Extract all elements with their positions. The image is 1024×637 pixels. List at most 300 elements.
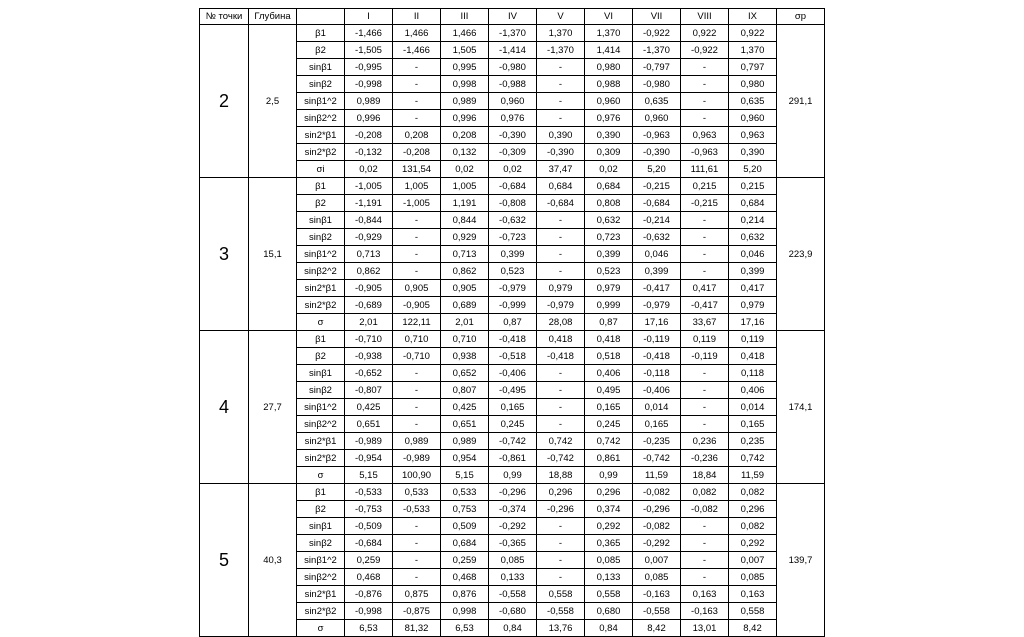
value-cell: 0,976 bbox=[585, 110, 633, 127]
value-cell: -0,163 bbox=[681, 603, 729, 620]
value-cell: -0,558 bbox=[633, 603, 681, 620]
value-cell: - bbox=[537, 416, 585, 433]
value-cell: 13,01 bbox=[681, 620, 729, 637]
value-cell: - bbox=[393, 212, 441, 229]
value-cell: -0,905 bbox=[393, 297, 441, 314]
value-cell: 0,406 bbox=[585, 365, 633, 382]
value-cell: 0,632 bbox=[729, 229, 777, 246]
value-cell: 0,742 bbox=[537, 433, 585, 450]
value-cell: 0,133 bbox=[489, 569, 537, 586]
value-cell: 0,742 bbox=[729, 450, 777, 467]
header-param bbox=[297, 9, 345, 25]
value-cell: -0,418 bbox=[489, 331, 537, 348]
sigma-p-value: 291,1 bbox=[777, 25, 825, 178]
param-label: sin2*β2 bbox=[297, 450, 345, 467]
value-cell: 1,505 bbox=[441, 42, 489, 59]
value-cell: -0,417 bbox=[681, 297, 729, 314]
value-cell: -0,979 bbox=[489, 280, 537, 297]
value-cell: 0,976 bbox=[489, 110, 537, 127]
param-label: sinβ2 bbox=[297, 382, 345, 399]
value-cell: - bbox=[393, 229, 441, 246]
param-label: sinβ2^2 bbox=[297, 416, 345, 433]
value-cell: 0,165 bbox=[489, 399, 537, 416]
value-cell: -0,418 bbox=[633, 348, 681, 365]
value-cell: 0,085 bbox=[585, 552, 633, 569]
value-cell: -1,466 bbox=[345, 25, 393, 42]
value-cell: -0,861 bbox=[489, 450, 537, 467]
value-cell: -0,980 bbox=[489, 59, 537, 76]
value-cell: -0,082 bbox=[633, 518, 681, 535]
value-cell: 0,014 bbox=[633, 399, 681, 416]
value-cell: -0,999 bbox=[489, 297, 537, 314]
value-cell: 0,132 bbox=[441, 144, 489, 161]
value-cell: 0,960 bbox=[489, 93, 537, 110]
value-cell: 0,558 bbox=[537, 586, 585, 603]
value-cell: 0,989 bbox=[345, 93, 393, 110]
value-cell: - bbox=[681, 569, 729, 586]
header-col: IV bbox=[489, 9, 537, 25]
value-cell: 0,99 bbox=[489, 467, 537, 484]
param-label: sinβ1^2 bbox=[297, 399, 345, 416]
value-cell: - bbox=[393, 76, 441, 93]
value-cell: -0,236 bbox=[681, 450, 729, 467]
value-cell: 0,417 bbox=[681, 280, 729, 297]
value-cell: 0,296 bbox=[729, 501, 777, 518]
param-label: σ bbox=[297, 314, 345, 331]
sigma-p-value: 223,9 bbox=[777, 178, 825, 331]
value-cell: 0,365 bbox=[585, 535, 633, 552]
value-cell: - bbox=[393, 59, 441, 76]
value-cell: - bbox=[537, 569, 585, 586]
value-cell: - bbox=[537, 110, 585, 127]
value-cell: - bbox=[393, 416, 441, 433]
value-cell: -1,005 bbox=[393, 195, 441, 212]
value-cell: 0,02 bbox=[345, 161, 393, 178]
value-cell: 1,005 bbox=[393, 178, 441, 195]
value-cell: -0,132 bbox=[345, 144, 393, 161]
header-col: IX bbox=[729, 9, 777, 25]
value-cell: -0,390 bbox=[633, 144, 681, 161]
value-cell: 0,99 bbox=[585, 467, 633, 484]
value-cell: 0,399 bbox=[633, 263, 681, 280]
value-cell: 18,88 bbox=[537, 467, 585, 484]
value-cell: 6,53 bbox=[441, 620, 489, 637]
param-label: β2 bbox=[297, 42, 345, 59]
value-cell: 0,046 bbox=[729, 246, 777, 263]
value-cell: 11,59 bbox=[729, 467, 777, 484]
value-cell: 0,119 bbox=[681, 331, 729, 348]
value-cell: 0,684 bbox=[729, 195, 777, 212]
value-cell: - bbox=[393, 110, 441, 127]
value-cell: - bbox=[681, 212, 729, 229]
value-cell: 0,390 bbox=[585, 127, 633, 144]
value-cell: 5,20 bbox=[633, 161, 681, 178]
value-cell: -0,876 bbox=[345, 586, 393, 603]
param-label: sinβ1^2 bbox=[297, 552, 345, 569]
param-label: σ bbox=[297, 467, 345, 484]
value-cell: -0,989 bbox=[345, 433, 393, 450]
value-cell: 11,59 bbox=[633, 467, 681, 484]
value-cell: - bbox=[537, 212, 585, 229]
value-cell: -0,684 bbox=[489, 178, 537, 195]
stress-table bbox=[199, 8, 825, 637]
param-label: sinβ1 bbox=[297, 518, 345, 535]
value-cell: 0,652 bbox=[441, 365, 489, 382]
value-cell: - bbox=[393, 246, 441, 263]
value-cell: 0,417 bbox=[729, 280, 777, 297]
value-cell: -0,742 bbox=[633, 450, 681, 467]
value-cell: -0,118 bbox=[633, 365, 681, 382]
value-cell: 17,16 bbox=[633, 314, 681, 331]
value-cell: -0,938 bbox=[345, 348, 393, 365]
value-cell: 0,938 bbox=[441, 348, 489, 365]
value-cell: -0,710 bbox=[393, 348, 441, 365]
param-label: sinβ2 bbox=[297, 76, 345, 93]
value-cell: 0,406 bbox=[729, 382, 777, 399]
value-cell: 0,651 bbox=[441, 416, 489, 433]
value-cell: -0,365 bbox=[489, 535, 537, 552]
header-row bbox=[200, 9, 825, 25]
value-cell: 0,922 bbox=[729, 25, 777, 42]
value-cell: -0,163 bbox=[633, 586, 681, 603]
value-cell: - bbox=[681, 382, 729, 399]
value-cell: 0,518 bbox=[585, 348, 633, 365]
value-cell: 0,399 bbox=[585, 246, 633, 263]
value-cell: -0,417 bbox=[633, 280, 681, 297]
param-label: β1 bbox=[297, 331, 345, 348]
value-cell: 0,995 bbox=[441, 59, 489, 76]
value-cell: - bbox=[537, 518, 585, 535]
param-label: sin2*β2 bbox=[297, 144, 345, 161]
value-cell: 1,370 bbox=[729, 42, 777, 59]
value-cell: -0,418 bbox=[537, 348, 585, 365]
value-cell: - bbox=[393, 93, 441, 110]
value-cell: 1,005 bbox=[441, 178, 489, 195]
param-label: sin2*β2 bbox=[297, 297, 345, 314]
value-cell: 2,01 bbox=[345, 314, 393, 331]
value-cell: - bbox=[537, 229, 585, 246]
value-cell: -0,296 bbox=[489, 484, 537, 501]
table-row bbox=[200, 178, 825, 195]
value-cell: -0,844 bbox=[345, 212, 393, 229]
value-cell: 17,16 bbox=[729, 314, 777, 331]
value-cell: -0,390 bbox=[489, 127, 537, 144]
value-cell: 0,292 bbox=[585, 518, 633, 535]
value-cell: - bbox=[393, 518, 441, 535]
value-cell: 0,710 bbox=[441, 331, 489, 348]
value-cell: 0,523 bbox=[489, 263, 537, 280]
value-cell: 0,208 bbox=[393, 127, 441, 144]
value-cell: -0,533 bbox=[393, 501, 441, 518]
value-cell: -0,558 bbox=[489, 586, 537, 603]
header-col: VI bbox=[585, 9, 633, 25]
value-cell: - bbox=[537, 59, 585, 76]
table-body bbox=[200, 25, 825, 637]
value-cell: -0,292 bbox=[633, 535, 681, 552]
value-cell: 0,862 bbox=[345, 263, 393, 280]
value-cell: - bbox=[537, 399, 585, 416]
value-cell: 0,214 bbox=[729, 212, 777, 229]
header-col: I bbox=[345, 9, 393, 25]
value-cell: -0,082 bbox=[681, 501, 729, 518]
value-cell: 0,980 bbox=[729, 76, 777, 93]
header-col: V bbox=[537, 9, 585, 25]
value-cell: 0,418 bbox=[537, 331, 585, 348]
header-point: № точки bbox=[200, 9, 249, 25]
value-cell: -1,466 bbox=[393, 42, 441, 59]
value-cell: 0,533 bbox=[393, 484, 441, 501]
value-cell: 0,390 bbox=[729, 144, 777, 161]
value-cell: 0,390 bbox=[537, 127, 585, 144]
value-cell: 0,713 bbox=[441, 246, 489, 263]
depth-value: 27,7 bbox=[249, 331, 297, 484]
value-cell: 0,259 bbox=[345, 552, 393, 569]
value-cell: 0,085 bbox=[633, 569, 681, 586]
value-cell: - bbox=[681, 518, 729, 535]
value-cell: - bbox=[681, 246, 729, 263]
value-cell: 8,42 bbox=[633, 620, 681, 637]
value-cell: 0,684 bbox=[441, 535, 489, 552]
value-cell: - bbox=[393, 552, 441, 569]
value-cell: -0,710 bbox=[345, 331, 393, 348]
value-cell: -0,652 bbox=[345, 365, 393, 382]
value-cell: 1,370 bbox=[585, 25, 633, 42]
value-cell: 0,861 bbox=[585, 450, 633, 467]
value-cell: - bbox=[537, 535, 585, 552]
value-cell: -0,518 bbox=[489, 348, 537, 365]
value-cell: 0,425 bbox=[345, 399, 393, 416]
value-cell: -0,963 bbox=[633, 127, 681, 144]
value-cell: 0,133 bbox=[585, 569, 633, 586]
param-label: β1 bbox=[297, 25, 345, 42]
value-cell: 6,53 bbox=[345, 620, 393, 637]
value-cell: 0,996 bbox=[345, 110, 393, 127]
value-cell: 0,632 bbox=[585, 212, 633, 229]
value-cell: 0,374 bbox=[585, 501, 633, 518]
value-cell: - bbox=[681, 76, 729, 93]
value-cell: -0,684 bbox=[633, 195, 681, 212]
point-number: 5 bbox=[200, 484, 249, 637]
value-cell: 0,296 bbox=[537, 484, 585, 501]
value-cell: 0,960 bbox=[633, 110, 681, 127]
value-cell: 0,807 bbox=[441, 382, 489, 399]
value-cell: 0,215 bbox=[729, 178, 777, 195]
value-cell: 0,495 bbox=[585, 382, 633, 399]
value-cell: -0,998 bbox=[345, 76, 393, 93]
header-col: VIII bbox=[681, 9, 729, 25]
value-cell: 0,292 bbox=[729, 535, 777, 552]
value-cell: -0,119 bbox=[633, 331, 681, 348]
value-cell: - bbox=[537, 93, 585, 110]
value-cell: -0,723 bbox=[489, 229, 537, 246]
point-number: 2 bbox=[200, 25, 249, 178]
value-cell: 0,165 bbox=[585, 399, 633, 416]
value-cell: -0,215 bbox=[633, 178, 681, 195]
depth-value: 15,1 bbox=[249, 178, 297, 331]
value-cell: -0,684 bbox=[537, 195, 585, 212]
param-label: β1 bbox=[297, 484, 345, 501]
value-cell: -1,370 bbox=[489, 25, 537, 42]
value-cell: 0,082 bbox=[729, 484, 777, 501]
param-label: sinβ2 bbox=[297, 229, 345, 246]
value-cell: 1,466 bbox=[441, 25, 489, 42]
value-cell: 0,862 bbox=[441, 263, 489, 280]
param-label: sinβ2^2 bbox=[297, 110, 345, 127]
value-cell: -0,495 bbox=[489, 382, 537, 399]
value-cell: -0,406 bbox=[633, 382, 681, 399]
value-cell: 0,929 bbox=[441, 229, 489, 246]
param-label: sinβ1^2 bbox=[297, 246, 345, 263]
depth-value: 40,3 bbox=[249, 484, 297, 637]
value-cell: 0,523 bbox=[585, 263, 633, 280]
value-cell: -0,988 bbox=[489, 76, 537, 93]
value-cell: 0,635 bbox=[633, 93, 681, 110]
value-cell: 0,684 bbox=[585, 178, 633, 195]
value-cell: 33,67 bbox=[681, 314, 729, 331]
value-cell: - bbox=[537, 246, 585, 263]
value-cell: - bbox=[681, 229, 729, 246]
value-cell: - bbox=[393, 535, 441, 552]
value-cell: 0,245 bbox=[489, 416, 537, 433]
value-cell: 0,963 bbox=[681, 127, 729, 144]
value-cell: 0,979 bbox=[729, 297, 777, 314]
value-cell: - bbox=[537, 263, 585, 280]
value-cell: - bbox=[681, 535, 729, 552]
value-cell: 0,235 bbox=[729, 433, 777, 450]
value-cell: 0,998 bbox=[441, 76, 489, 93]
value-cell: 0,87 bbox=[585, 314, 633, 331]
value-cell: -1,414 bbox=[489, 42, 537, 59]
value-cell: 0,533 bbox=[441, 484, 489, 501]
value-cell: 8,42 bbox=[729, 620, 777, 637]
value-cell: 0,980 bbox=[585, 59, 633, 76]
param-label: σ bbox=[297, 620, 345, 637]
value-cell: -0,963 bbox=[681, 144, 729, 161]
value-cell: - bbox=[681, 110, 729, 127]
value-cell: -1,370 bbox=[633, 42, 681, 59]
value-cell: -0,979 bbox=[633, 297, 681, 314]
value-cell: 1,191 bbox=[441, 195, 489, 212]
value-cell: 0,651 bbox=[345, 416, 393, 433]
value-cell: 0,922 bbox=[681, 25, 729, 42]
value-cell: 2,01 bbox=[441, 314, 489, 331]
value-cell: - bbox=[681, 365, 729, 382]
value-cell: -1,505 bbox=[345, 42, 393, 59]
value-cell: 0,509 bbox=[441, 518, 489, 535]
param-label: sin2*β1 bbox=[297, 280, 345, 297]
value-cell: 0,119 bbox=[729, 331, 777, 348]
param-label: β2 bbox=[297, 195, 345, 212]
value-cell: 0,876 bbox=[441, 586, 489, 603]
table-row bbox=[200, 331, 825, 348]
value-cell: 0,960 bbox=[729, 110, 777, 127]
value-cell: - bbox=[393, 365, 441, 382]
value-cell: 0,998 bbox=[441, 603, 489, 620]
value-cell: 0,996 bbox=[441, 110, 489, 127]
value-cell: 0,007 bbox=[729, 552, 777, 569]
value-cell: 0,468 bbox=[441, 569, 489, 586]
value-cell: -0,558 bbox=[537, 603, 585, 620]
value-cell: -0,296 bbox=[537, 501, 585, 518]
value-cell: 0,680 bbox=[585, 603, 633, 620]
value-cell: -0,922 bbox=[633, 25, 681, 42]
value-cell: -0,235 bbox=[633, 433, 681, 450]
value-cell: 28,08 bbox=[537, 314, 585, 331]
value-cell: 0,875 bbox=[393, 586, 441, 603]
value-cell: 0,082 bbox=[681, 484, 729, 501]
value-cell: 0,296 bbox=[585, 484, 633, 501]
param-label: sinβ2 bbox=[297, 535, 345, 552]
value-cell: -0,979 bbox=[537, 297, 585, 314]
value-cell: -0,390 bbox=[537, 144, 585, 161]
value-cell: 0,905 bbox=[393, 280, 441, 297]
value-cell: 0,418 bbox=[585, 331, 633, 348]
value-cell: 0,84 bbox=[489, 620, 537, 637]
value-cell: 0,165 bbox=[633, 416, 681, 433]
value-cell: 0,684 bbox=[537, 178, 585, 195]
value-cell: 0,713 bbox=[345, 246, 393, 263]
value-cell: 18,84 bbox=[681, 467, 729, 484]
value-cell: 0,02 bbox=[585, 161, 633, 178]
value-cell: 0,02 bbox=[489, 161, 537, 178]
value-cell: -0,980 bbox=[633, 76, 681, 93]
value-cell: 0,87 bbox=[489, 314, 537, 331]
value-cell: - bbox=[681, 263, 729, 280]
value-cell: 5,15 bbox=[441, 467, 489, 484]
value-cell: 0,418 bbox=[729, 348, 777, 365]
value-cell: 1,370 bbox=[537, 25, 585, 42]
value-cell: 0,979 bbox=[537, 280, 585, 297]
value-cell: 37,47 bbox=[537, 161, 585, 178]
value-cell: -0,998 bbox=[345, 603, 393, 620]
param-label: σi bbox=[297, 161, 345, 178]
value-cell: 5,20 bbox=[729, 161, 777, 178]
param-label: sin2*β1 bbox=[297, 433, 345, 450]
param-label: sinβ1 bbox=[297, 212, 345, 229]
value-cell: 111,61 bbox=[681, 161, 729, 178]
value-cell: 0,905 bbox=[441, 280, 489, 297]
value-cell: 0,979 bbox=[585, 280, 633, 297]
value-cell: 0,236 bbox=[681, 433, 729, 450]
value-cell: - bbox=[393, 399, 441, 416]
value-cell: 0,165 bbox=[729, 416, 777, 433]
value-cell: -0,954 bbox=[345, 450, 393, 467]
value-cell: 1,466 bbox=[393, 25, 441, 42]
value-cell: - bbox=[537, 365, 585, 382]
value-cell: - bbox=[393, 382, 441, 399]
value-cell: 0,999 bbox=[585, 297, 633, 314]
value-cell: 0,309 bbox=[585, 144, 633, 161]
value-cell: -0,632 bbox=[633, 229, 681, 246]
value-cell: -0,995 bbox=[345, 59, 393, 76]
value-cell: -0,680 bbox=[489, 603, 537, 620]
value-cell: 0,02 bbox=[441, 161, 489, 178]
value-cell: -0,905 bbox=[345, 280, 393, 297]
param-label: sinβ2^2 bbox=[297, 263, 345, 280]
value-cell: 122,11 bbox=[393, 314, 441, 331]
value-cell: - bbox=[681, 552, 729, 569]
value-cell: -0,742 bbox=[537, 450, 585, 467]
value-cell: 0,163 bbox=[681, 586, 729, 603]
value-cell: -0,296 bbox=[633, 501, 681, 518]
header-col: VII bbox=[633, 9, 681, 25]
value-cell: -0,214 bbox=[633, 212, 681, 229]
value-cell: 0,844 bbox=[441, 212, 489, 229]
value-cell: -0,119 bbox=[681, 348, 729, 365]
value-cell: - bbox=[393, 569, 441, 586]
param-label: sinβ1^2 bbox=[297, 93, 345, 110]
value-cell: 0,259 bbox=[441, 552, 489, 569]
